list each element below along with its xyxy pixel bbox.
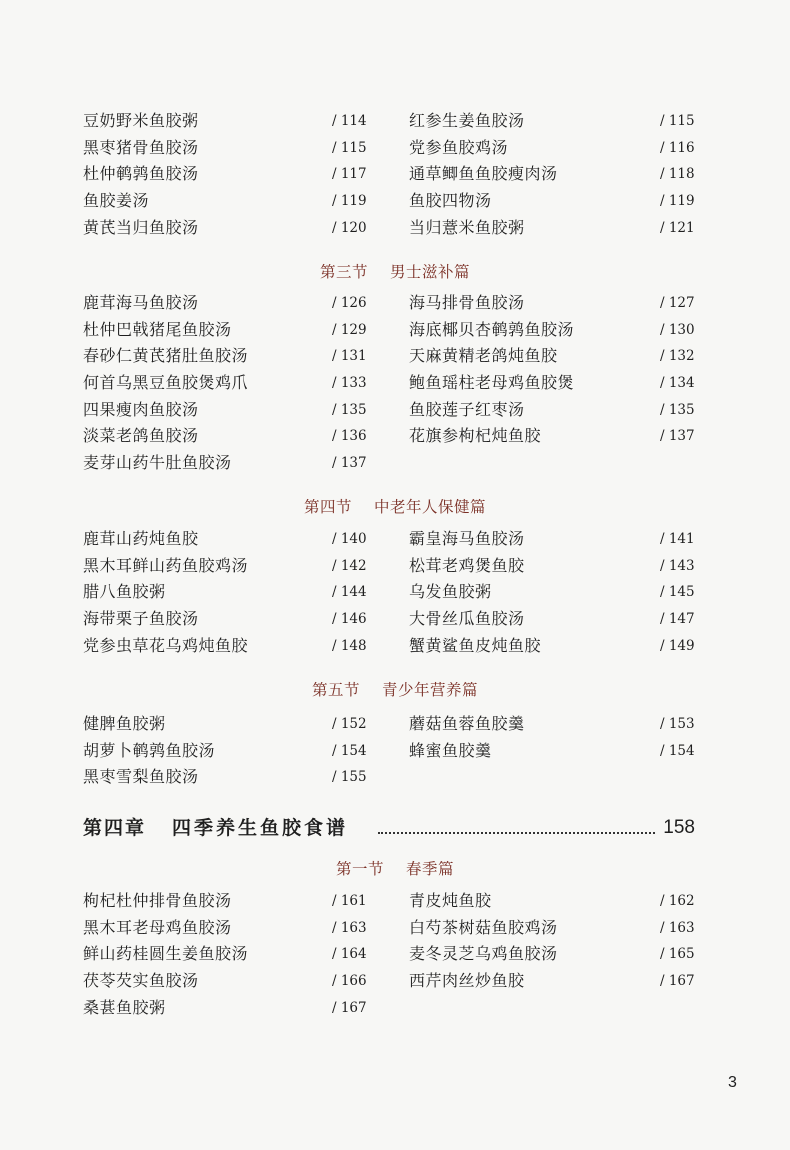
- toc-entry-page: / 144: [332, 584, 367, 601]
- toc-entry-title[interactable]: 党参虫草花乌鸡炖鱼胶: [83, 635, 249, 655]
- toc-group-5: [0, 888, 790, 1021]
- toc-row: [0, 633, 790, 660]
- toc-entry-title[interactable]: 海带栗子鱼胶汤: [83, 609, 199, 629]
- toc-entry-title[interactable]: 桑葚鱼胶粥: [83, 997, 166, 1017]
- toc-entry-page: / 136: [332, 428, 367, 445]
- chapter-number: 第四章: [83, 817, 147, 839]
- toc-row: [0, 135, 790, 162]
- toc-row: [0, 317, 790, 344]
- toc-entry-page: / 154: [660, 742, 695, 759]
- toc-entry-page: / 114: [332, 113, 367, 129]
- toc-entry-title[interactable]: 四果瘦肉鱼胶汤: [83, 399, 199, 419]
- section-title: 青少年营养篇: [382, 681, 479, 699]
- toc-entry-title[interactable]: 蘑菇鱼蓉鱼胶羹: [409, 714, 525, 733]
- toc-entry-title[interactable]: 西芹肉丝炒鱼胶: [409, 971, 525, 991]
- toc-entry-title[interactable]: 红参生姜鱼胶汤: [409, 111, 525, 130]
- toc-entry-page: / 167: [660, 973, 695, 990]
- toc-row: [0, 290, 790, 317]
- toc-entry-page: / 166: [332, 973, 367, 990]
- toc-entry-title[interactable]: 淡菜老鸽鱼胶汤: [83, 426, 199, 446]
- toc-entry-page: / 152: [332, 716, 367, 732]
- toc-entry-title[interactable]: 麦芽山药牛肚鱼胶汤: [83, 453, 232, 473]
- section-number: 第一节: [335, 860, 384, 878]
- toc-row: [0, 915, 790, 942]
- toc-entry-page: / 161: [332, 893, 367, 909]
- toc-entry-title[interactable]: 春砂仁黄芪猪肚鱼胶汤: [83, 346, 249, 366]
- chapter-heading[interactable]: [83, 813, 695, 843]
- toc-entry-page: / 149: [660, 637, 695, 654]
- toc-entry-title[interactable]: 黑枣猪骨鱼胶汤: [83, 137, 199, 157]
- toc-entry-title[interactable]: 麦冬灵芝乌鸡鱼胶汤: [409, 944, 558, 964]
- toc-entry-page: / 135: [332, 401, 367, 418]
- toc-entry-page: / 127: [660, 295, 695, 311]
- toc-entry-page: / 135: [660, 401, 695, 418]
- toc-entry-title[interactable]: 鲍鱼瑶柱老母鸡鱼胶煲: [409, 373, 575, 393]
- toc-entry-page: / 133: [332, 375, 367, 392]
- toc-entry-page: / 141: [660, 531, 695, 547]
- toc-entry-page: / 145: [660, 584, 695, 601]
- toc-entry-page: / 162: [660, 893, 695, 909]
- toc-entry-title[interactable]: 健脾鱼胶粥: [83, 714, 166, 733]
- toc-entry-page: / 163: [660, 919, 695, 936]
- toc-entry-title[interactable]: 霸皇海马鱼胶汤: [409, 529, 525, 548]
- toc-entry-page: / 115: [332, 139, 367, 156]
- section-title: 春季篇: [406, 860, 455, 878]
- toc-entry-page: / 137: [332, 455, 367, 472]
- toc-entry-title[interactable]: 鱼胶莲子红枣汤: [409, 399, 525, 419]
- toc-row: [0, 108, 790, 135]
- page-number: 3: [728, 1074, 737, 1091]
- toc-entry-title[interactable]: 杜仲鹌鹑鱼胶汤: [83, 164, 199, 184]
- toc-entry-page: / 154: [332, 742, 367, 759]
- toc-entry-title[interactable]: 党参鱼胶鸡汤: [409, 137, 509, 157]
- toc-entry-page: / 119: [660, 193, 695, 210]
- toc-entry-title[interactable]: 黑木耳鲜山药鱼胶鸡汤: [83, 555, 249, 575]
- toc-entry-page: / 155: [332, 769, 367, 786]
- toc-entry-page: / 120: [332, 219, 367, 236]
- toc-entry-title[interactable]: 黑枣雪梨鱼胶汤: [83, 767, 199, 787]
- toc-entry-title[interactable]: 当归薏米鱼胶粥: [409, 217, 525, 237]
- toc-row: [0, 711, 790, 738]
- toc-entry-page: / 148: [332, 637, 367, 654]
- toc-entry-title[interactable]: 枸杞杜仲排骨鱼胶汤: [83, 891, 232, 910]
- toc-entry-page: / 121: [660, 219, 695, 236]
- toc-entry-title[interactable]: 茯苓芡实鱼胶汤: [83, 971, 199, 991]
- toc-row: [0, 343, 790, 370]
- toc-entry-page: / 129: [332, 321, 367, 338]
- toc-entry-title[interactable]: 通草鲫鱼鱼胶瘦肉汤: [409, 164, 558, 184]
- toc-entry-title[interactable]: 蟹黄鲨鱼皮炖鱼胶: [409, 635, 542, 655]
- toc-entry-page: / 131: [332, 348, 367, 365]
- toc-entry-title[interactable]: 蜂蜜鱼胶羹: [409, 740, 492, 760]
- toc-row: [0, 161, 790, 188]
- toc-entry-page: / 140: [332, 531, 367, 547]
- toc-entry-title[interactable]: 鹿茸海马鱼胶汤: [83, 293, 199, 312]
- toc-entry-page: / 167: [332, 999, 367, 1016]
- toc-entry-page: / 137: [660, 428, 695, 445]
- section-number: 第四节: [303, 498, 352, 516]
- toc-row: [0, 553, 790, 580]
- toc-entry-title[interactable]: 乌发鱼胶粥: [409, 582, 492, 602]
- toc-entry-title[interactable]: 花旗参枸杞炖鱼胶: [409, 426, 542, 446]
- toc-entry-title[interactable]: 胡萝卜鹌鹑鱼胶汤: [83, 740, 216, 760]
- toc-entry-page: / 134: [660, 375, 695, 392]
- section-number: 第三节: [319, 263, 368, 281]
- toc-row: [0, 968, 790, 995]
- toc-entry-title[interactable]: 大骨丝瓜鱼胶汤: [409, 609, 525, 629]
- toc-entry-page: / 146: [332, 611, 367, 628]
- toc-entry-page: / 132: [660, 348, 695, 365]
- toc-group-1: [0, 108, 790, 241]
- toc-entry-page: / 119: [332, 193, 367, 210]
- section-title: 男士滋补篇: [390, 263, 471, 281]
- toc-row: [0, 606, 790, 633]
- toc-entry-title[interactable]: 鱼胶姜汤: [83, 191, 150, 211]
- toc-row: [0, 450, 790, 477]
- toc-entry-page: / 163: [332, 919, 367, 936]
- toc-group-3: [0, 526, 790, 659]
- toc-entry-title[interactable]: 天麻黄精老鸽炖鱼胶: [409, 346, 558, 366]
- toc-entry-title[interactable]: 黄芪当归鱼胶汤: [83, 217, 199, 237]
- toc-entry-page: / 147: [660, 611, 695, 628]
- toc-group-2: [0, 290, 790, 477]
- toc-row: [0, 215, 790, 242]
- toc-row: [0, 370, 790, 397]
- toc-entry-page: / 164: [332, 946, 367, 963]
- toc-row: [0, 941, 790, 968]
- toc-row: [0, 397, 790, 424]
- section-heading[interactable]: [0, 260, 790, 282]
- toc-row: [0, 738, 790, 765]
- toc-entry-title[interactable]: 青皮炖鱼胶: [409, 891, 492, 910]
- toc-entry-title[interactable]: 白芍茶树菇鱼胶鸡汤: [409, 917, 558, 937]
- toc-entry-page: / 117: [332, 166, 367, 183]
- section-number: 第五节: [311, 681, 360, 699]
- toc-row: [0, 888, 790, 915]
- toc-entry-page: / 115: [660, 113, 695, 129]
- toc-entry-page: / 126: [332, 295, 367, 311]
- toc-entry-page: / 165: [660, 946, 695, 963]
- toc-entry-title[interactable]: 鱼胶四物汤: [409, 191, 492, 211]
- toc-entry-title[interactable]: 豆奶野米鱼胶粥: [83, 111, 199, 130]
- section-heading[interactable]: [0, 495, 790, 517]
- toc-row: [0, 526, 790, 553]
- toc-entry-page: / 143: [660, 557, 695, 574]
- toc-entry-title[interactable]: 何首乌黑豆鱼胶煲鸡爪: [83, 373, 249, 393]
- section-title: 中老年人保健篇: [374, 498, 487, 516]
- toc-entry-title[interactable]: 海底椰贝杏鹌鹑鱼胶汤: [409, 319, 575, 339]
- toc-entry-title[interactable]: 鹿茸山药炖鱼胶: [83, 529, 199, 548]
- toc-row: [0, 764, 790, 791]
- toc-row: [0, 188, 790, 215]
- toc-entry-title[interactable]: 杜仲巴戟猪尾鱼胶汤: [83, 319, 232, 339]
- toc-entry-page: / 116: [660, 139, 695, 156]
- section-heading[interactable]: [0, 678, 790, 700]
- toc-entry-page: / 153: [660, 716, 695, 732]
- toc-row: [0, 579, 790, 606]
- toc-entry-title[interactable]: 鲜山药桂圆生姜鱼胶汤: [83, 944, 249, 964]
- toc-entry-title[interactable]: 腊八鱼胶粥: [83, 582, 166, 602]
- toc-row: [0, 423, 790, 450]
- toc-row: [0, 995, 790, 1022]
- toc-entry-title[interactable]: 黑木耳老母鸡鱼胶汤: [83, 917, 232, 937]
- toc-entry-page: / 142: [332, 557, 367, 574]
- chapter-title: 四季养生鱼胶食谱: [172, 817, 349, 839]
- dot-leader: [378, 832, 655, 834]
- toc-entry-page: / 130: [660, 321, 695, 338]
- toc-group-4: [0, 711, 790, 791]
- section-heading[interactable]: [0, 857, 790, 879]
- toc-entry-title[interactable]: 松茸老鸡煲鱼胶: [409, 555, 525, 575]
- toc-entry-title[interactable]: 海马排骨鱼胶汤: [409, 293, 525, 312]
- chapter-page: 158: [663, 817, 695, 838]
- toc-entry-page: / 118: [660, 166, 695, 183]
